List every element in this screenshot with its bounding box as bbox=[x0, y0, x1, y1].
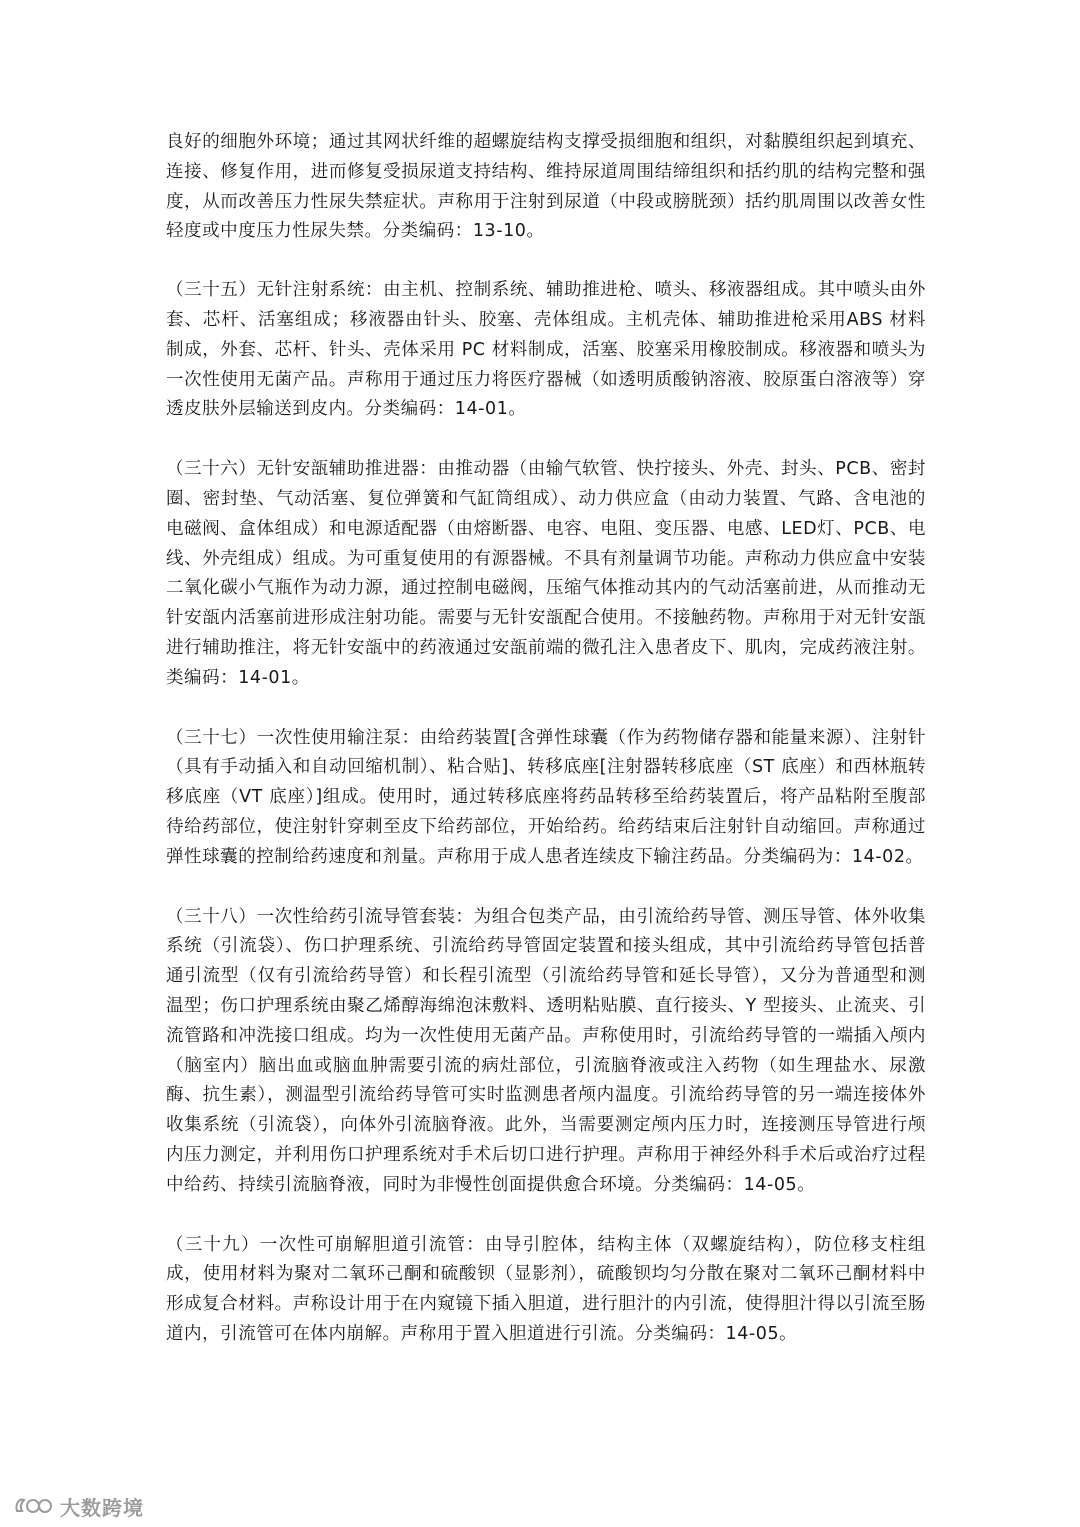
paragraph-37: （三十七）一次性使用输注泵：由给药装置[含弹性球囊（作为药物储存器和能量来源）、注射针（具有手动插入和自动回缩机制）、粘合贴]、转移底座[注射器转移底座（ST 底座）和西林瓶转移底座（VT 底座）]组成。使用时，通过转移底座将药品转移至给药装置后，将产品粘附至腹部待给药部位，使注射针穿刺至皮下给药部位，开始给药。给药结束后注射针自动缩回。声称通过弹性球囊的控制给药速度和剂量。声称用于成人患者连续皮下输注药品。分类编码为：14-02。 bbox=[166, 727, 926, 867]
watermark-text: 大数跨境 bbox=[60, 1495, 144, 1520]
paragraph-34-continued: 良好的细胞外环境；通过其网状纤维的超螺旋结构支撑受损细胞和组织，对黏膜组织起到填充、连接、修复作用，进而修复受损尿道支持结构、维持尿道周围结缔组织和括约肌的结构完整和强度，从而改善压力性尿失禁症状。声称用于注射到尿道（中段或膀胱颈）括约肌周围以改善女性轻度或中度压力性尿失禁。分类编码：13-10。 bbox=[166, 132, 926, 242]
paragraph-39: （三十九）一次性可崩解胆道引流管：由导引腔体，结构主体（双螺旋结构），防位移支柱组成，使用材料为聚对二氧环己酮和硫酸钡（显影剂），硫酸钡均匀分散在聚对二氧环己酮材料中形成复合材料。声称设计用于在内窥镜下插入胆道，进行胆汁的内引流，使得胆汁得以引流至肠道内，引流管可在体内崩解。声称用于置入胆道进行引流。分类编码：14-05。 bbox=[166, 1234, 926, 1344]
document-body bbox=[166, 128, 926, 1380]
paragraph-35: （三十五）无针注射系统：由主机、控制系统、辅助推进枪、喷头、移液器组成。其中喷头由外套、芯杆、活塞组成；移液器由针头、胶塞、壳体组成。主机壳体、辅助推进枪采用ABS 材料制成，外套、芯杆、针头、壳体采用 PC 材料制成，活塞、胶塞采用橡胶制成。移液器和喷头为一次性使用无菌产品。声称用于通过压力将医疗器械（如透明质酸钠溶液、胶原蛋白溶液等）穿透皮肤外层输送到皮内。分类编码：14-01。 bbox=[166, 280, 926, 420]
logo-icon bbox=[14, 1495, 54, 1517]
paragraph-38: （三十八）一次性给药引流导管套装：为组合包类产品，由引流给药导管、测压导管、体外收集系统（引流袋）、伤口护理系统、引流给药导管固定装置和接头组成，其中引流给药导管包括普通引流型（仅有引流给药导管）和长程引流型（引流给药导管和延长导管），又分为普通型和测温型；伤口护理系统由聚乙烯醇海绵泡沫敷料、透明粘贴膜、直行接头、Y 型接头、止流夹、引流管路和冲洗接口组成。均为一次性使用无菌产品。声称使用时，引流给药导管的一端插入颅内（脑室内）脑出血或脑血肿需要引流的病灶部位，引流脑脊液或注入药物（如生理盐水、尿激酶、抗生素），测温型引流给药导管可实时监测患者颅内温度。引流给药导管的另一端连接体外收集系统（引流袋），向体外引流脑脊液。此外，当需要测定颅内压力时，连接测压导管进行颅内压力测定，并利用伤口护理系统对手术后切口进行护理。声称用于神经外科手术后或治疗过程中给药、持续引流脑脊液，同时为非慢性创面提供愈合环境。分类编码：14-05。 bbox=[166, 906, 926, 1195]
watermark bbox=[14, 1493, 144, 1519]
paragraph-36: （三十六）无针安瓿辅助推进器：由推动器（由输气软管、快拧接头、外壳、封头、PCB、密封圈、密封垫、气动活塞、复位弹簧和气缸筒组成）、动力供应盒（由动力装置、气路、含电池的电磁阀、盒体组成）和电源适配器（由熔断器、电容、电阻、变压器、电感、LED灯、PCB、电线、外壳组成）组成。为可重复使用的有源器械。不具有剂量调节功能。声称动力供应盒中安装二氧化碳小气瓶作为动力源，通过控制电磁阀，压缩气体推动其内的气动活塞前进，从而推动无针安瓿内活塞前进形成注射功能。需要与无针安瓿配合使用。不接触药物。声称用于对无针安瓿进行辅助推注，将无针安瓿中的药液通过安瓿前端的微孔注入患者皮下、肌肉，完成药液注射。类编码：14-01。 bbox=[166, 459, 926, 688]
